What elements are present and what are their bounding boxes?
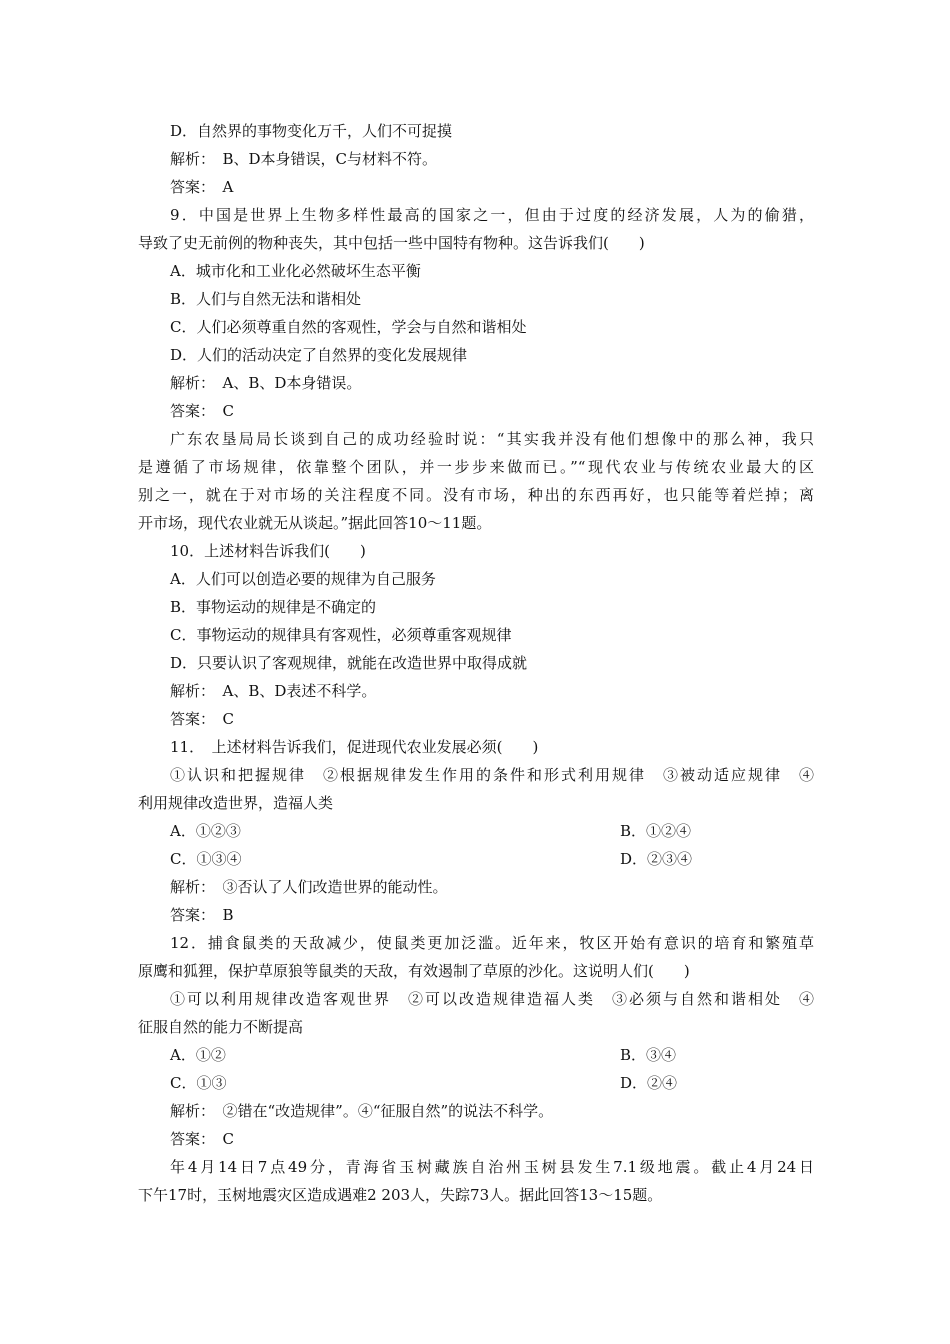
material-line-4: 开市场，现代农业就无从谈起。”据此回答10～11题。 [138,514,492,532]
material-line-1: 广东农垦局局长谈到自己的成功经验时说：“其实我并没有他们想像中的那么神，我只 [170,430,814,448]
q12-analysis: 解析： ②错在“改造规律”。④“征服自然”的说法不科学。 [170,1102,554,1120]
q12-statements-line-1: ①可以利用规律改造客观世界 ②可以改造规律造福人类 ③必须与自然和谐相处 ④ [170,990,814,1008]
q10-option-b: B．事物运动的规律是不确定的 [170,598,377,616]
q9-option-c: C．人们必须尊重自然的客观性，学会与自然和谐相处 [170,318,527,336]
q12-options-row-2 [138,1070,814,1096]
q12-option-a: A．①② [170,1046,226,1064]
q12-stem-line-1: 12．捕食鼠类的天敌减少，使鼠类更加泛滥。近年来，牧区开始有意识的培育和繁殖草 [170,934,814,952]
q8-option-d: D．自然界的事物变化万千，人们不可捉摸 [170,122,453,140]
q11-analysis: 解析： ③否认了人们改造世界的能动性。 [170,878,448,896]
material-line-2: 是遵循了市场规律，依靠整个团队，并一步步来做而已。”“现代农业与传统农业最大的区 [138,458,814,476]
q12-options-row-1 [138,1042,814,1068]
q10-stem: 10．上述材料告诉我们( ) [170,542,366,560]
q12-option-d: D．②④ [620,1074,678,1092]
q10-option-d: D．只要认识了客观规律，就能在改造世界中取得成就 [170,654,528,672]
q8-answer: 答案： A [170,178,234,196]
q12-stem-line-2: 原鹰和狐狸，保护草原狼等鼠类的天敌，有效遏制了草原的沙化。这说明人们( ) [138,962,690,980]
q9-option-b: B．人们与自然无法和谐相处 [170,290,362,308]
q11-statements-line-2: 利用规律改造世界，造福人类 [138,794,334,812]
q11-option-b: B．①②④ [620,822,692,840]
q12-statements-line-2: 征服自然的能力不断提高 [138,1018,304,1036]
q9-answer: 答案： C [170,402,234,420]
q8-analysis: 解析： B、D本身错误，C与材料不符。 [170,150,438,168]
q9-option-d: D．人们的活动决定了自然界的变化发展规律 [170,346,468,364]
q9-option-a: A．城市化和工业化必然破坏生态平衡 [170,262,421,280]
q10-answer: 答案： C [170,710,234,728]
q11-option-a: A．①②③ [170,822,241,840]
q11-option-c: C．①③④ [170,850,242,868]
q9-analysis: 解析： A、B、D本身错误。 [170,374,362,392]
q12-option-c: C．①③ [170,1074,227,1092]
q11-options-row-2 [138,846,814,872]
earthquake-material-line-1: 年4月14日7点49分，青海省玉树藏族自治州玉树县发生7.1级地震。截止4月24日 [170,1158,814,1176]
q11-stem: 11． 上述材料告诉我们，促进现代农业发展必须( ) [170,738,539,756]
q12-option-b: B．③④ [620,1046,677,1064]
q9-stem-line-1: 9．中国是世界上生物多样性最高的国家之一，但由于过度的经济发展，人为的偷猎， [170,206,814,224]
q9-stem-line-2: 导致了史无前例的物种丧失，其中包括一些中国特有物种。这告诉我们( ) [138,234,645,252]
material-line-3: 别之一，就在于对市场的关注程度不同。没有市场，种出的东西再好，也只能等着烂掉；离 [138,486,814,504]
q10-option-a: A．人们可以创造必要的规律为自己服务 [170,570,436,588]
earthquake-material-line-2: 下午17时，玉树地震灾区造成遇难2 203人，失踪73人。据此回答13～15题。 [138,1186,663,1204]
q10-option-c: C．事物运动的规律具有客观性，必须尊重客观规律 [170,626,512,644]
q11-answer: 答案： B [170,906,234,924]
q11-statements-line-1: ①认识和把握规律 ②根据规律发生作用的条件和形式利用规律 ③被动适应规律 ④ [170,766,814,784]
q11-options-row-1 [138,818,814,844]
q11-option-d: D．②③④ [620,850,693,868]
q12-answer: 答案： C [170,1130,234,1148]
q10-analysis: 解析： A、B、D表述不科学。 [170,682,377,700]
